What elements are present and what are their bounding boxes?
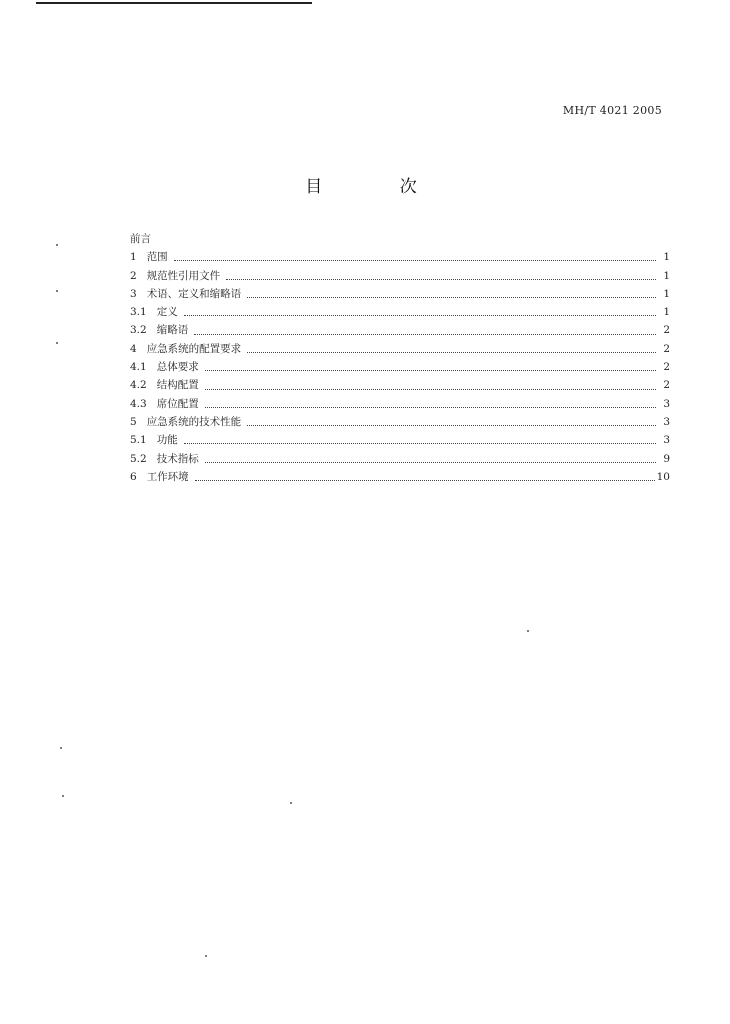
scan-speck — [527, 630, 529, 632]
toc-entry — [130, 450, 670, 468]
toc-leader-dots — [205, 388, 656, 390]
toc-leader-dots — [184, 442, 656, 444]
toc-entry-title: 总体要求 — [156, 361, 199, 374]
toc-entry-number: 6 — [130, 470, 137, 483]
toc-entry-number: 3.2 — [130, 324, 147, 337]
toc-entry-title: 功能 — [156, 434, 178, 447]
toc-entry-number: 2 — [130, 269, 137, 282]
toc-entry-number: 5.1 — [130, 434, 147, 447]
toc-leader-dots — [194, 333, 656, 335]
toc-entry-title: 应急系统的配置要求 — [146, 342, 242, 355]
toc-entry — [130, 376, 670, 394]
toc-entry-title: 缩略语 — [156, 324, 189, 337]
toc-entry-page: 9 — [663, 452, 670, 465]
toc-entry-title: 规范性引用文件 — [146, 269, 221, 282]
top-rule — [36, 2, 312, 4]
toc-entry-title: 术语、定义和缩略语 — [146, 287, 242, 300]
toc-entry — [130, 340, 670, 358]
toc-entry-title: 工作环境 — [146, 470, 189, 483]
toc-entry-title: 技术指标 — [156, 452, 199, 465]
toc-leader-dots — [205, 369, 656, 371]
scan-speck — [56, 290, 58, 292]
toc-entry-number: 3 — [130, 287, 137, 300]
toc-entry-title: 席位配置 — [156, 397, 199, 410]
toc-entry-page: 1 — [663, 287, 670, 300]
toc-entry-number: 3.1 — [130, 306, 147, 319]
table-of-contents — [130, 230, 670, 486]
toc-leader-dots — [247, 351, 656, 353]
toc-entry-page: 10 — [656, 470, 670, 483]
scan-speck — [56, 244, 58, 246]
toc-entry-title: 范围 — [146, 251, 168, 264]
toc-entry-number: 4 — [130, 342, 137, 355]
scan-speck — [290, 802, 292, 804]
toc-entry-number: 5 — [130, 415, 137, 428]
toc-entry — [130, 267, 670, 285]
document-code: MH/T 4021 2005 — [562, 104, 662, 117]
scan-speck — [56, 342, 58, 344]
toc-entry-page: 1 — [663, 251, 670, 264]
toc-entry — [130, 395, 670, 413]
toc-entry-page: 3 — [663, 415, 670, 428]
scan-speck — [60, 747, 62, 749]
toc-entry-page: 3 — [663, 397, 670, 410]
page-title: 目 次 — [305, 177, 453, 197]
toc-entry-number: 4.2 — [130, 379, 147, 392]
scan-speck — [62, 795, 64, 797]
toc-leader-dots — [247, 296, 656, 298]
toc-leader-dots — [174, 259, 656, 261]
scan-speck — [205, 955, 207, 957]
toc-entry-page: 2 — [663, 379, 670, 392]
toc-entry — [130, 413, 670, 431]
toc-entry — [130, 321, 670, 339]
toc-entry-title: 前言 — [130, 233, 151, 245]
toc-leader-dots — [195, 479, 655, 481]
toc-entry-number: 1 — [130, 251, 137, 264]
toc-entry-title: 应急系统的技术性能 — [146, 415, 242, 428]
toc-entry-page: 2 — [663, 361, 670, 374]
toc-entry-page: 3 — [663, 434, 670, 447]
toc-entry-page: 1 — [663, 306, 670, 319]
toc-leader-dots — [226, 278, 656, 280]
toc-entry — [130, 431, 670, 449]
toc-entry-page: 2 — [663, 342, 670, 355]
toc-leader-dots — [184, 314, 656, 316]
toc-entry — [130, 248, 670, 266]
toc-leader-dots — [205, 406, 656, 408]
toc-entry-page: 2 — [663, 324, 670, 337]
toc-entry — [130, 468, 670, 486]
toc-leader-dots — [205, 461, 656, 463]
toc-entry-title: 定义 — [156, 306, 178, 319]
toc-entry-number: 5.2 — [130, 452, 147, 465]
toc-entry — [130, 303, 670, 321]
toc-entry-number: 4.3 — [130, 397, 147, 410]
toc-entry-page: 1 — [663, 269, 670, 282]
toc-entry — [130, 358, 670, 376]
toc-leader-dots — [247, 424, 656, 426]
toc-entry-title: 结构配置 — [156, 379, 199, 392]
toc-entry-number: 4.1 — [130, 361, 147, 374]
toc-entry — [130, 285, 670, 303]
toc-entry — [130, 230, 670, 248]
